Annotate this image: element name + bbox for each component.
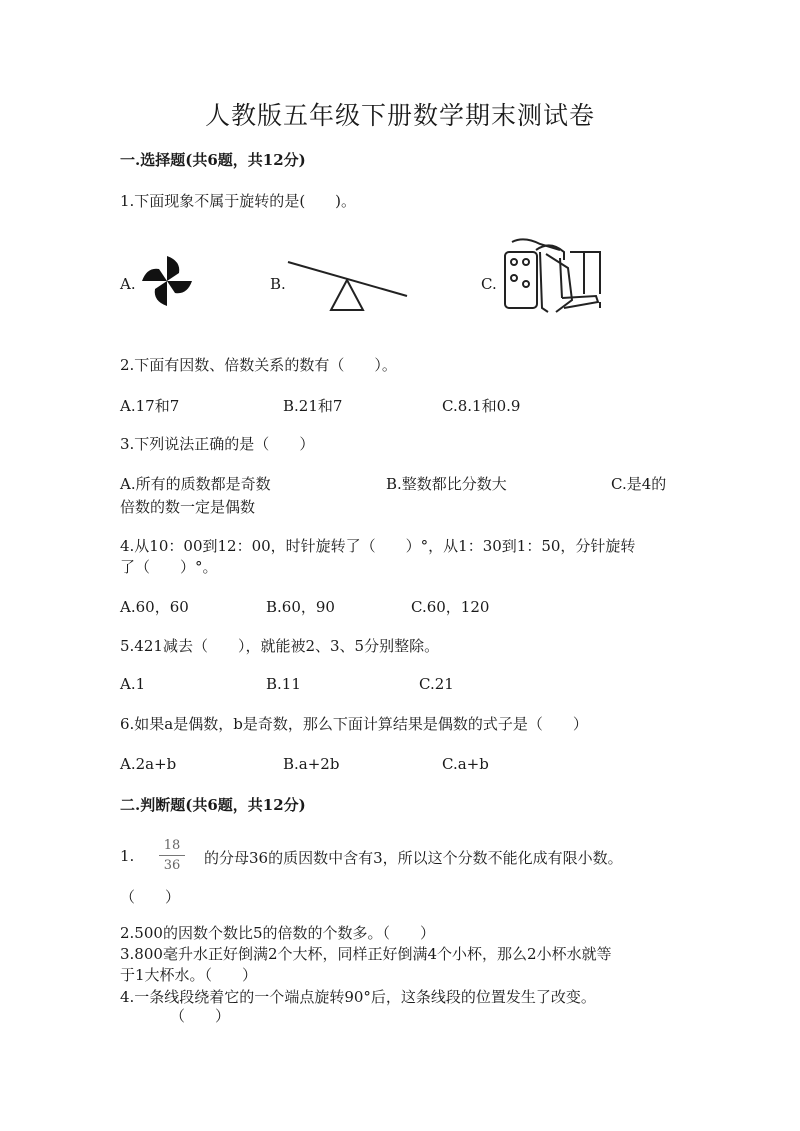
question-1-stem: 1.下面现象不属于旋转的是( )。 bbox=[120, 192, 357, 210]
page-title: 人教版五年级下册数学期末测试卷 bbox=[204, 101, 595, 130]
fraction bbox=[158, 838, 186, 873]
seesaw-image bbox=[286, 258, 411, 314]
option-c: C.a+b bbox=[442, 755, 489, 773]
option-b: B.a+2b bbox=[283, 755, 340, 773]
option-c-continued: 倍数的数一定是偶数 bbox=[120, 498, 256, 516]
fraction-denominator: 36 bbox=[163, 858, 181, 873]
judgment-4-line1: 4.一条线段绕着它的一个端点旋转90°后，这条线段的位置发生了改变。 bbox=[120, 988, 596, 1006]
slide-image bbox=[500, 238, 605, 316]
option-a: A.60，60 bbox=[120, 598, 189, 616]
option-c: C.8.1和0.9 bbox=[442, 397, 521, 415]
judgment-3-line1: 3.800毫升水正好倒满2个大杯，同样正好倒满4个小杯，那么2小杯水就等 bbox=[120, 945, 612, 963]
question-6-stem: 6.如果a是偶数，b是奇数，那么下面计算结果是偶数的式子是（ ） bbox=[120, 715, 588, 733]
fraction-numerator: 18 bbox=[163, 838, 181, 853]
option-c: C.是4的 bbox=[611, 475, 667, 493]
option-a: A.所有的质数都是奇数 bbox=[120, 475, 271, 493]
option-label-c: C. bbox=[481, 275, 497, 293]
option-b: B.60，90 bbox=[266, 598, 335, 616]
judgment-3-line2: 于1大杯水。（ ） bbox=[120, 966, 258, 984]
section-heading-choice: 一.选择题(共6题，共12分) bbox=[120, 151, 306, 169]
option-c: C.21 bbox=[419, 675, 454, 693]
question-4-line1: 4.从10：00到12：00，时针旋转了（ ）°，从1：30到1：50，分针旋转 bbox=[120, 537, 636, 555]
judgment-1-text: 的分母36的质因数中含有3，所以这个分数不能化成有限小数。 bbox=[204, 849, 623, 867]
judgment-2-text: 2.500的因数个数比5的倍数的个数多。（ ） bbox=[120, 924, 435, 942]
section-heading-judgment: 二.判断题(共6题，共12分) bbox=[120, 796, 306, 814]
pinwheel-image bbox=[138, 252, 196, 310]
question-4-line2: 了（ ）°。 bbox=[120, 558, 218, 576]
judgment-1-number: 1. bbox=[120, 847, 135, 865]
judgment-4-answer-paren: （ ） bbox=[170, 1007, 231, 1025]
option-b: B.11 bbox=[266, 675, 301, 693]
option-b: B.21和7 bbox=[283, 397, 343, 415]
option-a: A.2a+b bbox=[120, 755, 177, 773]
option-label-b: B. bbox=[270, 275, 286, 293]
fraction-bar bbox=[159, 855, 185, 856]
question-2-stem: 2.下面有因数、倍数关系的数有（ ）。 bbox=[120, 356, 397, 374]
option-a: A.1 bbox=[120, 675, 146, 693]
judgment-1-answer-paren: （ ） bbox=[120, 888, 181, 906]
option-c: C.60，120 bbox=[411, 598, 490, 616]
question-5-stem: 5.421减去（ ），就能被2、3、5分别整除。 bbox=[120, 637, 440, 655]
option-label-a: A. bbox=[120, 275, 136, 293]
option-a: A.17和7 bbox=[120, 397, 180, 415]
option-b: B.整数都比分数大 bbox=[386, 475, 507, 493]
question-3-stem: 3.下列说法正确的是（ ） bbox=[120, 435, 315, 453]
